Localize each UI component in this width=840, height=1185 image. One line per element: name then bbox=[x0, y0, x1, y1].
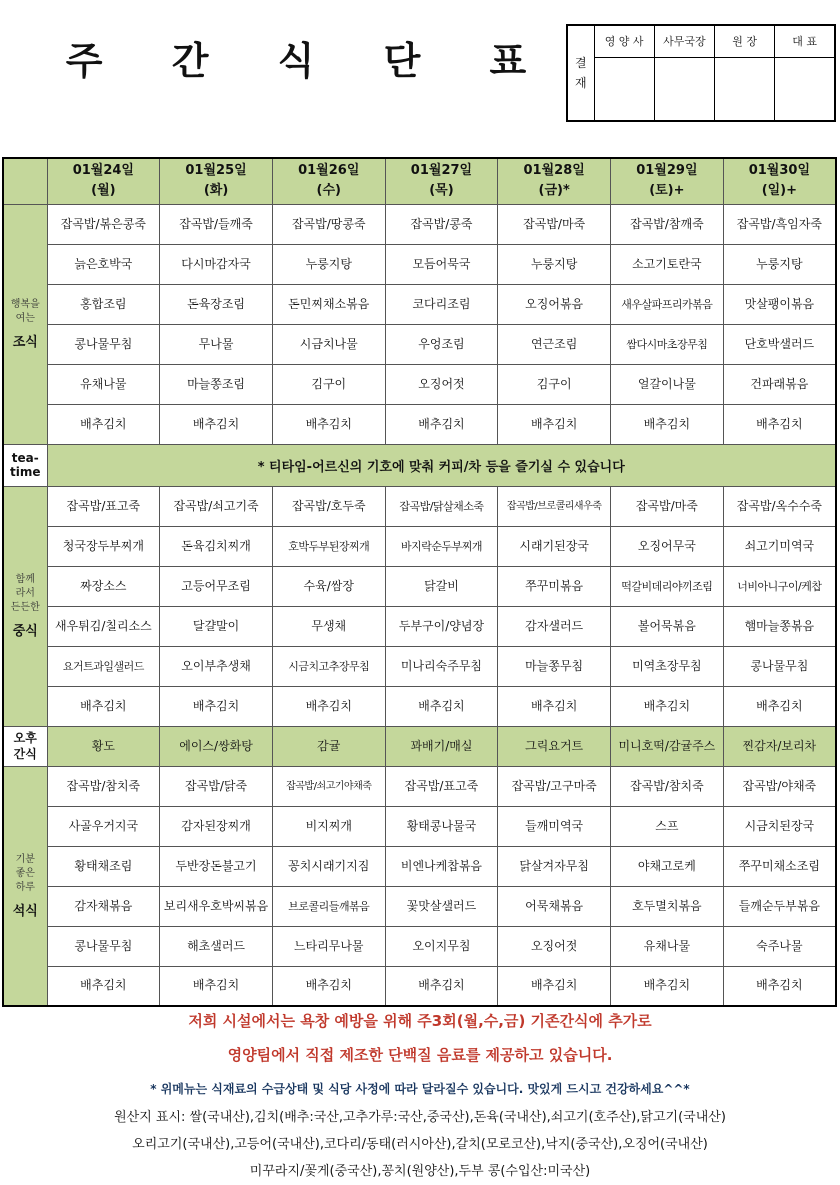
menu-cell: 누룽지탕 bbox=[498, 244, 611, 284]
breakfast-row bbox=[3, 404, 836, 444]
menu-cell: 들깨순두부볶음 bbox=[723, 886, 836, 926]
menu-cell: 황태콩나물국 bbox=[385, 806, 498, 846]
menu-cell: 쭈꾸미채소조림 bbox=[723, 846, 836, 886]
menu-cell: 너비아니구이/케찹 bbox=[723, 566, 836, 606]
menu-cell: 잡곡밥/야채죽 bbox=[723, 766, 836, 806]
menu-cell: 배추김치 bbox=[272, 404, 385, 444]
dinner-row bbox=[3, 966, 836, 1006]
menu-cell: 미나리숙주무침 bbox=[385, 646, 498, 686]
menu-cell: 배추김치 bbox=[723, 686, 836, 726]
menu-cell: 잡곡밥/표고죽 bbox=[47, 486, 160, 526]
menu-cell: 누룽지탕 bbox=[272, 244, 385, 284]
menu-cell: 코다리조림 bbox=[385, 284, 498, 324]
breakfast-row bbox=[3, 244, 836, 284]
approver-title: 대 표 bbox=[775, 25, 835, 57]
menu-cell: 닭살겨자무침 bbox=[498, 846, 611, 886]
dinner-row bbox=[3, 886, 836, 926]
menu-cell: 미역초장무침 bbox=[611, 646, 724, 686]
menu-cell: 배추김치 bbox=[723, 404, 836, 444]
menu-cell: 떡갈비데리야끼조림 bbox=[611, 566, 724, 606]
lunch-row bbox=[3, 686, 836, 726]
weekly-menu-table bbox=[2, 157, 837, 1007]
snack-cell: 그릭요거트 bbox=[498, 726, 611, 766]
menu-cell: 잡곡밥/마죽 bbox=[498, 204, 611, 244]
menu-cell: 유채나물 bbox=[47, 364, 160, 404]
breakfast-row bbox=[3, 324, 836, 364]
menu-cell: 잡곡밥/볶은콩죽 bbox=[47, 204, 160, 244]
breakfast-label: 행복을 여는 조식 bbox=[3, 204, 47, 444]
menu-cell: 잡곡밥/브로콜리새우죽 bbox=[498, 486, 611, 526]
menu-cell: 마늘쫑무침 bbox=[498, 646, 611, 686]
menu-cell: 요거트과일샐러드 bbox=[47, 646, 160, 686]
menu-cell: 보리새우호박씨볶음 bbox=[160, 886, 273, 926]
snack-cell: 에이스/쌍화탕 bbox=[160, 726, 273, 766]
day-header: 01월28일 (금)* bbox=[498, 158, 611, 204]
menu-cell: 잡곡밥/콩죽 bbox=[385, 204, 498, 244]
menu-cell: 두부구이/양념장 bbox=[385, 606, 498, 646]
menu-cell: 오징어젓 bbox=[498, 926, 611, 966]
menu-cell: 배추김치 bbox=[498, 686, 611, 726]
menu-cell: 돈육장조림 bbox=[160, 284, 273, 324]
menu-cell: 콩나물무침 bbox=[47, 324, 160, 364]
menu-cell: 잡곡밥/고구마죽 bbox=[498, 766, 611, 806]
menu-cell: 시금치고추장무침 bbox=[272, 646, 385, 686]
menu-cell: 유채나물 bbox=[611, 926, 724, 966]
menu-cell: 배추김치 bbox=[723, 966, 836, 1006]
menu-cell: 잡곡밥/닭죽 bbox=[160, 766, 273, 806]
snack-cell: 감귤 bbox=[272, 726, 385, 766]
day-header: 01월27일 (목) bbox=[385, 158, 498, 204]
menu-cell: 야채고로케 bbox=[611, 846, 724, 886]
menu-cell: 잡곡밥/쇠고기야채죽 bbox=[272, 766, 385, 806]
approval-label: 결 재 bbox=[567, 25, 594, 121]
protein-drink-notice: 영양팀에서 직접 제조한 단백질 음료를 제공하고 있습니다. bbox=[227, 1046, 613, 1064]
breakfast-row bbox=[3, 284, 836, 324]
menu-cell: 무생채 bbox=[272, 606, 385, 646]
menu-cell: 배추김치 bbox=[611, 966, 724, 1006]
menu-cell: 새우튀김/칠리소스 bbox=[47, 606, 160, 646]
dinner-row bbox=[3, 926, 836, 966]
menu-cell: 배추김치 bbox=[385, 686, 498, 726]
lunch-label: 함께 라서 든든한 중식 bbox=[3, 486, 47, 726]
menu-cell: 잡곡밥/참깨죽 bbox=[611, 204, 724, 244]
origin-label: 원산지 표시: 쌀(국내산),김치(배추:국산,고추가루:국산,중국산),돈육(국내산),쇠고기(호주산),닭고기(국내산) bbox=[114, 1110, 726, 1125]
day-header: 01월29일 (토)+ bbox=[611, 158, 724, 204]
menu-cell: 건파래볶음 bbox=[723, 364, 836, 404]
menu-change-note: * 위메뉴는 식재료의 수급상태 및 식당 사정에 따라 달라질수 있습니다. 맛있게 드시고 건강하세요^^* bbox=[150, 1082, 690, 1096]
menu-cell: 느타리무나물 bbox=[272, 926, 385, 966]
menu-cell: 마늘쫑조림 bbox=[160, 364, 273, 404]
menu-cell: 숙주나물 bbox=[723, 926, 836, 966]
approval-box bbox=[566, 24, 836, 122]
menu-cell: 김구이 bbox=[272, 364, 385, 404]
menu-cell: 배추김치 bbox=[498, 404, 611, 444]
approver-title: 사무국장 bbox=[654, 25, 714, 57]
menu-cell: 단호박샐러드 bbox=[723, 324, 836, 364]
lunch-row bbox=[3, 566, 836, 606]
menu-cell: 모듬어묵국 bbox=[385, 244, 498, 284]
menu-cell: 배추김치 bbox=[47, 966, 160, 1006]
menu-cell: 감자된장찌개 bbox=[160, 806, 273, 846]
menu-cell: 청국장두부찌개 bbox=[47, 526, 160, 566]
menu-cell: 잡곡밥/닭살채소죽 bbox=[385, 486, 498, 526]
menu-cell: 배추김치 bbox=[272, 686, 385, 726]
menu-cell: 잡곡밥/쇠고기죽 bbox=[160, 486, 273, 526]
menu-cell: 스프 bbox=[611, 806, 724, 846]
menu-cell: 잡곡밥/옥수수죽 bbox=[723, 486, 836, 526]
day-header-row bbox=[3, 158, 836, 204]
menu-cell: 잡곡밥/흑임자죽 bbox=[723, 204, 836, 244]
menu-cell: 콩나물무침 bbox=[723, 646, 836, 686]
snack-row bbox=[3, 726, 836, 766]
menu-cell: 배추김치 bbox=[611, 404, 724, 444]
menu-cell: 돈육김치찌개 bbox=[160, 526, 273, 566]
menu-cell: 잡곡밥/참치죽 bbox=[611, 766, 724, 806]
menu-cell: 잡곡밥/표고죽 bbox=[385, 766, 498, 806]
menu-cell: 해초샐러드 bbox=[160, 926, 273, 966]
snack-label: 오후 간식 bbox=[3, 726, 47, 766]
dinner-row bbox=[3, 846, 836, 886]
menu-cell: 잡곡밥/땅콩죽 bbox=[272, 204, 385, 244]
menu-cell: 연근조림 bbox=[498, 324, 611, 364]
menu-cell: 시금치나물 bbox=[272, 324, 385, 364]
menu-cell: 배추김치 bbox=[160, 966, 273, 1006]
menu-cell: 배추김치 bbox=[611, 686, 724, 726]
menu-cell: 사골우거지국 bbox=[47, 806, 160, 846]
protein-drink-notice: 저희 시설에서는 욕창 예방을 위해 주3회(월,수,금) 기존간식에 추가로 bbox=[188, 1012, 652, 1030]
menu-cell: 어묵채볶음 bbox=[498, 886, 611, 926]
menu-cell: 황태채조림 bbox=[47, 846, 160, 886]
lunch-row bbox=[3, 646, 836, 686]
menu-cell: 쭈꾸미볶음 bbox=[498, 566, 611, 606]
corner-cell bbox=[3, 158, 47, 204]
approver-title: 원 장 bbox=[715, 25, 775, 57]
menu-cell: 배추김치 bbox=[160, 404, 273, 444]
menu-cell: 오징어무국 bbox=[611, 526, 724, 566]
menu-cell: 우엉조림 bbox=[385, 324, 498, 364]
menu-cell: 김구이 bbox=[498, 364, 611, 404]
teatime-label: tea- time bbox=[3, 444, 47, 486]
menu-cell: 쇠고기미역국 bbox=[723, 526, 836, 566]
menu-cell: 수육/쌈장 bbox=[272, 566, 385, 606]
menu-cell: 오징어볶음 bbox=[498, 284, 611, 324]
menu-cell: 돈민찌채소볶음 bbox=[272, 284, 385, 324]
approver-title: 영 양 사 bbox=[594, 25, 654, 57]
menu-cell: 배추김치 bbox=[47, 686, 160, 726]
menu-cell: 배추김치 bbox=[47, 404, 160, 444]
menu-cell: 달걀말이 bbox=[160, 606, 273, 646]
menu-cell: 감자채볶음 bbox=[47, 886, 160, 926]
menu-cell: 다시마감자국 bbox=[160, 244, 273, 284]
day-header: 01월26일 (수) bbox=[272, 158, 385, 204]
menu-cell: 맛살팽이볶음 bbox=[723, 284, 836, 324]
menu-cell: 잡곡밥/마죽 bbox=[611, 486, 724, 526]
menu-cell: 콩나물무침 bbox=[47, 926, 160, 966]
signature-box bbox=[775, 57, 835, 121]
signature-box bbox=[654, 57, 714, 121]
menu-cell: 감자샐러드 bbox=[498, 606, 611, 646]
snack-cell: 꽈배기/매실 bbox=[385, 726, 498, 766]
menu-cell: 바지락순두부찌개 bbox=[385, 526, 498, 566]
teatime-note: * 티타임-어르신의 기호에 맞춰 커피/차 등을 즐기실 수 있습니다 bbox=[47, 444, 836, 486]
snack-cell: 미니호떡/감귤주스 bbox=[611, 726, 724, 766]
menu-cell: 브로콜리들깨볶음 bbox=[272, 886, 385, 926]
menu-cell: 호박두부된장찌개 bbox=[272, 526, 385, 566]
snack-cell: 찐감자/보리차 bbox=[723, 726, 836, 766]
menu-cell: 배추김치 bbox=[272, 966, 385, 1006]
menu-cell: 두반장돈불고기 bbox=[160, 846, 273, 886]
menu-cell: 들깨미역국 bbox=[498, 806, 611, 846]
breakfast-row bbox=[3, 364, 836, 404]
snack-cell: 황도 bbox=[47, 726, 160, 766]
lunch-row bbox=[3, 526, 836, 566]
menu-cell: 잡곡밥/호두죽 bbox=[272, 486, 385, 526]
menu-cell: 잡곡밥/참치죽 bbox=[47, 766, 160, 806]
menu-cell: 닭갈비 bbox=[385, 566, 498, 606]
menu-cell: 햄마늘쫑볶음 bbox=[723, 606, 836, 646]
menu-cell: 오이부추생채 bbox=[160, 646, 273, 686]
menu-cell: 꽃맛살샐러드 bbox=[385, 886, 498, 926]
signature-box bbox=[594, 57, 654, 121]
menu-cell: 볼어묵볶음 bbox=[611, 606, 724, 646]
menu-cell: 누룽지탕 bbox=[723, 244, 836, 284]
menu-cell: 시래기된장국 bbox=[498, 526, 611, 566]
menu-cell: 늙은호박국 bbox=[47, 244, 160, 284]
origin-label: 미꾸라지/꽃게(중국산),꽁치(원양산),두부 콩(수입산:미국산) bbox=[249, 1164, 591, 1179]
teatime-row bbox=[3, 444, 836, 486]
footer bbox=[0, 1006, 840, 1185]
menu-cell: 무나물 bbox=[160, 324, 273, 364]
menu-cell: 오징어젓 bbox=[385, 364, 498, 404]
menu-cell: 쌈다시마초장무침 bbox=[611, 324, 724, 364]
dinner-row bbox=[3, 806, 836, 846]
menu-cell: 배추김치 bbox=[385, 966, 498, 1006]
menu-cell: 얼갈이나물 bbox=[611, 364, 724, 404]
menu-cell: 짜장소스 bbox=[47, 566, 160, 606]
menu-cell: 홍합조림 bbox=[47, 284, 160, 324]
day-header: 01월24일 (월) bbox=[47, 158, 160, 204]
lunch-row bbox=[3, 606, 836, 646]
menu-cell: 배추김치 bbox=[385, 404, 498, 444]
page-title: 주 간 식 단 표 bbox=[65, 39, 555, 83]
menu-cell: 비엔나케찹볶음 bbox=[385, 846, 498, 886]
menu-cell: 배추김치 bbox=[160, 686, 273, 726]
dinner-label: 기분 좋은 하루 석식 bbox=[3, 766, 47, 1006]
day-header: 01월30일 (일)+ bbox=[723, 158, 836, 204]
signature-box bbox=[715, 57, 775, 121]
menu-cell: 배추김치 bbox=[498, 966, 611, 1006]
origin-label: 오리고기(국내산),고등어(국내산),코다리/동태(러시아산),갈치(모로코산),낙지(중국산),오징어(국내산) bbox=[132, 1137, 708, 1152]
lunch-row bbox=[3, 486, 836, 526]
menu-cell: 시금치된장국 bbox=[723, 806, 836, 846]
menu-cell: 호두멸치볶음 bbox=[611, 886, 724, 926]
menu-cell: 꽁치시래기지짐 bbox=[272, 846, 385, 886]
menu-cell: 비지찌개 bbox=[272, 806, 385, 846]
menu-cell: 오이지무침 bbox=[385, 926, 498, 966]
menu-cell: 잡곡밥/들깨죽 bbox=[160, 204, 273, 244]
menu-cell: 소고기토란국 bbox=[611, 244, 724, 284]
menu-cell: 고등어무조림 bbox=[160, 566, 273, 606]
dinner-row bbox=[3, 766, 836, 806]
menu-cell: 새우살파프리카볶음 bbox=[611, 284, 724, 324]
breakfast-row bbox=[3, 204, 836, 244]
day-header: 01월25일 (화) bbox=[160, 158, 273, 204]
